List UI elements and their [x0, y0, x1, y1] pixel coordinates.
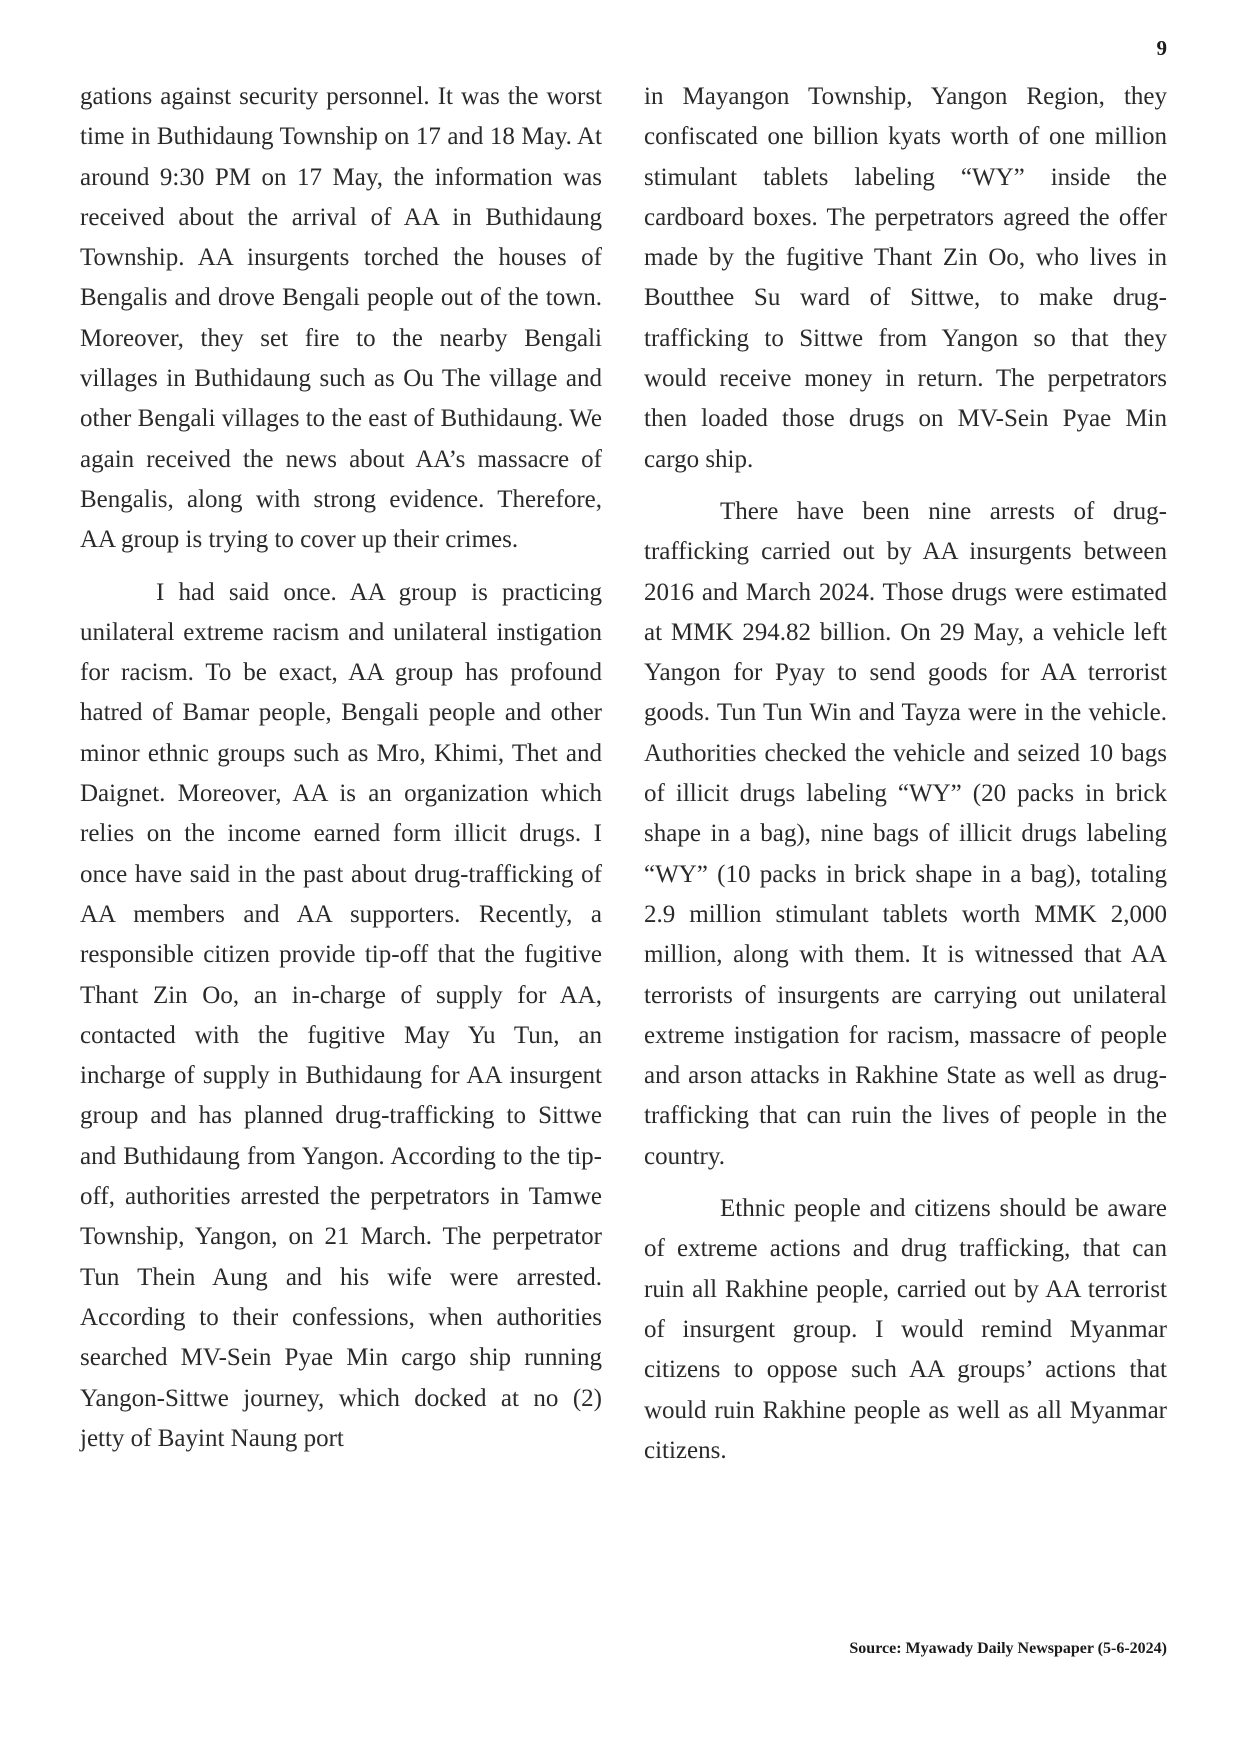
page-number: 9 — [1156, 36, 1167, 60]
left-paragraph-2: I had said once. AA group is practicing unilateral extreme racism and unilateral instigation for racism. To be exact, AA group has profound hatred of Bamar people, Bengali people and other minor ethnic groups such as Mro, Khimi, Thet and Daignet. Moreover, AA is an organization which relies on the income earned form illicit drugs. I once have said in the past about drug-trafficking of AA members and AA supporters. Recently, a responsible citizen provide tip-off that the fugitive Thant Zin Oo, an in-charge of supply for AA, contacted with the fugitive May Yu Tun, an incharge of supply in Buthidaung for AA insurgent group and has planned drug-trafficking to Sittwe and Buthidaung from Yangon. According to the tip-off, authorities arrested the perpetrators in Tamwe Township, Yangon, on 21 March. The perpetrator Tun Thein Aung and his wife were arrested. According to their confessions, when authorities searched MV-Sein Pyae Min cargo ship running Yangon-Sittwe journey, which docked at no (2) jetty of Bayint Naung port — [80, 578, 602, 1452]
source-citation: Source: Myawady Daily Newspaper (5-6-2024) — [849, 1640, 1167, 1657]
left-paragraph-1: gations against security personnel. It was the worst time in Buthidaung Township on 17 and 18 May. At around 9:30 PM on 17 May, the information was received about the arrival of AA in Buthidaung Township. AA insurgents torched the houses of Bengalis and drove Bengali people out of the town. Moreover, they set fire to the nearby Bengali villages in Buthidaung such as Ou The village and other Bengali villages to the east of Buthidaung. We again received the news about AA’s massacre of Bengalis, along with strong evidence. Therefore, AA group is trying to cover up their crimes. — [80, 83, 602, 554]
right-column — [644, 77, 1167, 1483]
right-paragraph-2: There have been nine arrests of drug-trafficking carried out by AA insurgents between 2016 and March 2024. Those drugs were estimated at MMK 294.82 billion. On 29 May, a vehicle left Yangon for Pyay to send goods for AA terrorist goods. Tun Tun Win and Tayza were in the vehicle. Authorities checked the vehicle and seized 10 bags of illicit drugs labeling “WY” (20 packs in brick shape in a bag), nine bags of illicit drugs labeling “WY” (10 packs in brick shape in a bag), totaling 2.9 million stimulant tablets worth MMK 2,000 million, along with them. It is witnessed that AA terrorists of insurgents are carrying out unilateral extreme instigation for racism, massacre of people and arson attacks in Rakhine State as well as drug-trafficking that can ruin the lives of people in the country. — [644, 497, 1167, 1170]
left-column — [80, 77, 602, 1471]
right-paragraph-3: Ethnic people and citizens should be aware of extreme actions and drug trafficking, that can ruin all Rakhine people, carried out by AA terrorist of insurgent group. I would remind Myanmar citizens to oppose such AA groups’ actions that would ruin Rakhine people as well as all Myanmar citizens. — [644, 1195, 1167, 1464]
right-paragraph-1: in Mayangon Township, Yangon Region, they confiscated one billion kyats worth of one million stimulant tablets labeling “WY” inside the cardboard boxes. The perpetrators agreed the offer made by the fugitive Thant Zin Oo, who lives in Boutthee Su ward of Sittwe, to make drug-trafficking to Sittwe from Yangon so that they would receive money in return. The perpetrators then loaded those drugs on MV-Sein Pyae Min cargo ship. — [644, 83, 1167, 473]
